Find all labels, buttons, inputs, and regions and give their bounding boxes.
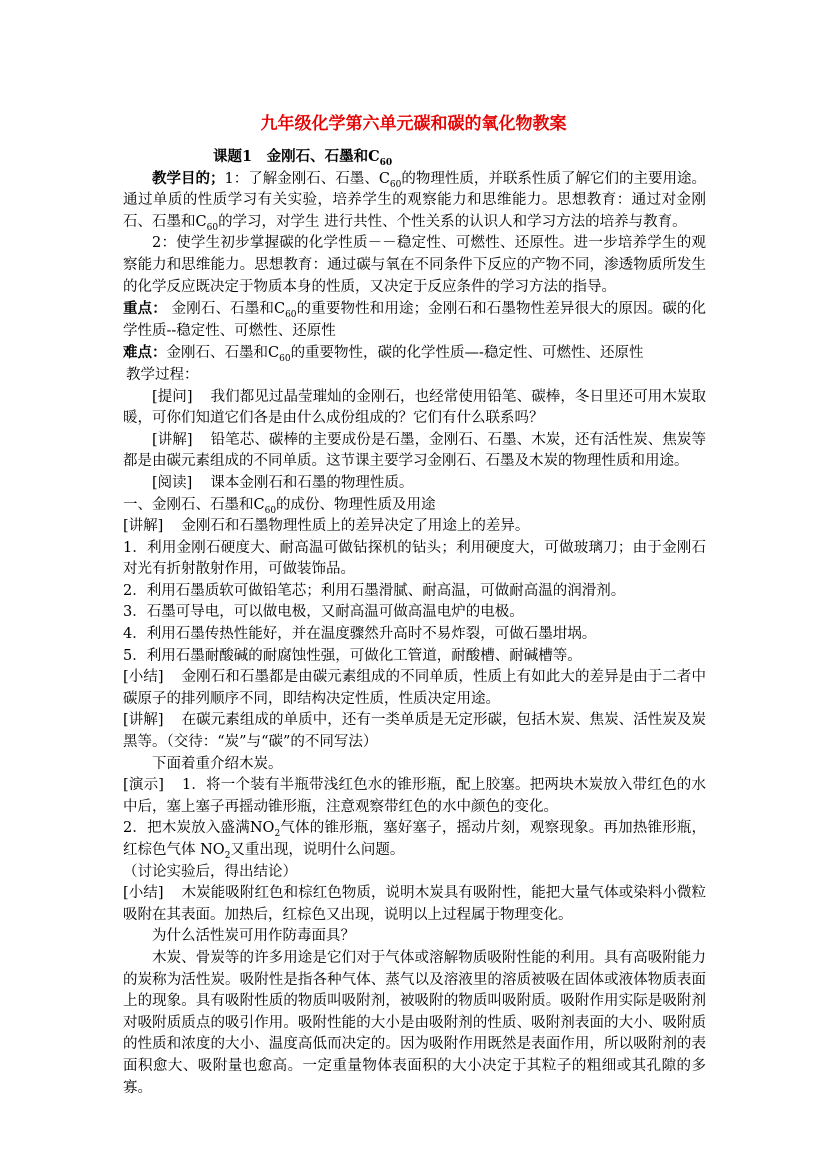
teaching-process: 教学过程： bbox=[126, 366, 199, 383]
summary-paragraph-1: [小结] 金刚石和石墨都是由碳元素组成的不同单质，性质上有如此大的差异是由于二者中碳原子的排列顺序不同，即结构决定性质，性质决定用途。 bbox=[123, 669, 706, 707]
teaching-goal-1: 教学目的；1：了解金刚石、石墨、$C_{60}$的物理性质，并联系性质了解它们的主要用途。通过单质的性质学习有关实验，培养学生的观察能力和思维能力。思想教育：通过对金刚石、石墨和$C_{60}$的学习，对学生 进行共性、个性关系的认识人和学习方法的培养与教育。 bbox=[123, 169, 707, 233]
explain-paragraph-1: [讲解] 铅笔芯、碳棒的主要成份是石墨，金刚石、石墨、木炭，还有活性炭、焦炭等都是由碳元素组成的不同单质。这节课主要学习金刚石、石墨及木炭的物理性质和用途。 bbox=[123, 431, 706, 470]
explain-paragraph-3: [讲解] 在碳元素组成的单质中，还有一类单质是无定形碳，包括木炭、焦炭、活性炭及炭黑等。（交待：“炭”与“碳”的不同写法） bbox=[123, 712, 706, 751]
adsorption-paragraph: 木炭、骨炭等的许多用途是它们对于气体或溶解物质吸附性能的利用。具有高吸附能力的炭称为活性炭。吸附性是指各种气体、蒸气以及溶液里的溶质被吸在固体或液体物质表面上的现象。具有吸附性质的物质叫吸附剂，被吸附的物质叫吸附质。吸附作用实际是吸附剂对吸附质质点的吸引作用。吸附性能的大小是由吸附剂的性质、吸附剂表面的大小、吸附质的性质和浓度的大小、温度高低而决定的。因为吸附作用既然是表面作用，所以吸附剂的表面积愈大、吸附量也愈高。一定重量物体表面积的大小决定于其粒子的粗细或其孔隙的多寡。 bbox=[123, 949, 706, 1096]
document-title: 九年级化学第六单元碳和碳的氧化物教案 bbox=[260, 114, 567, 134]
question-paragraph: [提问] 我们都见过晶莹璀灿的金刚石，也经常使用铅笔、碳棒，冬日里还可用木炭取暖，可你们知道它们各是由什么成份组成的？它们有什么联系吗？ bbox=[123, 388, 706, 427]
use-item: 5．利用石墨耐酸碱的耐腐蚀性强，可做化工管道，耐酸槽、耐碱槽等。 bbox=[123, 647, 582, 664]
reading-paragraph: [阅读] 课本金刚石和石墨的物理性质。 bbox=[152, 474, 414, 491]
use-item: 3．石墨可导电，可以做电极，又耐高温可做高温电炉的电极。 bbox=[123, 604, 524, 621]
use-item: 4．利用石墨传热性能好，并在温度骤然升高时不易炸裂，可做石墨坩埚。 bbox=[123, 626, 597, 643]
discussion-note: （讨论实验后，得出结论） bbox=[123, 863, 297, 880]
demo-paragraph: [演示] 1．将一个装有半瓶带浅红色水的锥形瓶，配上胶塞。把两块木炭放入带红色的水中后，塞上塞子再摇动锥形瓶，注意观察带红色的水中颜色的变化。 bbox=[123, 777, 706, 815]
teaching-goal-2: 2：使学生初步掌握碳的化学性质－－稳定性、可燃性、还原性。进一步培养学生的观察能力和思维能力。思想教育：通过碳与氧在不同条件下反应的产物不同，渗透物质所发生的化学反应既决定于物质本身的性质，又决定于反应条件的学习方法的指导。 bbox=[123, 235, 706, 295]
use-item: 2．利用石墨质软可做铅笔芯；利用石墨滑腻、耐高温，可做耐高温的润滑剂。 bbox=[123, 582, 626, 599]
section-heading-1: 一、金刚石、石墨和$C_{60}$的成份、物理性质及用途 bbox=[123, 496, 436, 516]
lesson-heading: 课题1 金刚石、石墨和$C_{60}$ bbox=[213, 148, 393, 168]
explain-paragraph-2: [讲解] 金刚石和石墨物理性质上的差异决定了用途上的差异。 bbox=[123, 518, 530, 535]
key-points: 重点： 金刚石、石墨和$C_{60}$的重要物性和用途；金刚石和石墨物性差异很大的原因。碳的化学性质--稳定性、可燃性、还原性 bbox=[123, 300, 707, 339]
document-body bbox=[123, 146, 706, 1099]
intro-charcoal: 下面着重介绍木炭。 bbox=[152, 755, 283, 772]
difficult-points: 难点：金刚石、石墨和$C_{60}$的重要物性，碳的化学性质—-稳定性、可燃性、还原性 bbox=[123, 344, 644, 365]
use-item: 1．利用金刚石硬度大、耐高温可做钻探机的钻头；利用硬度大，可做玻璃刀；由于金刚石对光有折射散射作用，可做装饰品。 bbox=[123, 539, 706, 578]
goals-label: 教学目的； bbox=[152, 169, 225, 187]
summary-paragraph-2: [小结] 木炭能吸附红色和棕红色物质，说明木炭具有吸附性，能把大量气体或染料小微粒吸附在其表面。加热后，红棕色又出现，说明以上过程属于物理变化。 bbox=[123, 885, 706, 923]
question-activated-carbon: 为什么活性炭可用作防毒面具？ bbox=[152, 928, 355, 945]
experiment-2: 2．把木炭放入盛满$NO_2$气体的锥形瓶，塞好塞子，摇动片刻，观察现象。再加热锥形瓶，红棕色气体 $NO_2$又重出现，说明什么问题。 bbox=[123, 820, 706, 861]
